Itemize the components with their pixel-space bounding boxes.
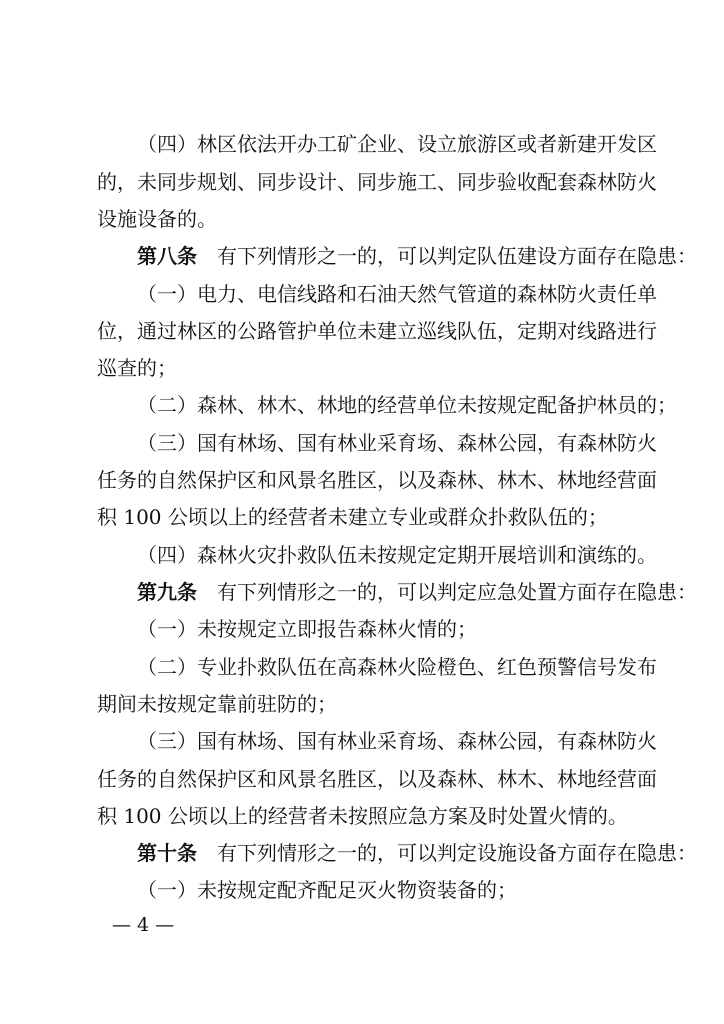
paragraph-line: 积 100 公顷以上的经营者未按照应急方案及时处置火情的。 bbox=[97, 804, 628, 828]
paragraph-line: （二）森林、林木、林地的经营单位未按规定配备护林员的； bbox=[137, 393, 677, 417]
paragraph-line: 的，未同步规划、同步设计、同步施工、同步验收配套森林防火 bbox=[97, 170, 657, 194]
article-9-text: 有下列情形之一的，可以判定应急处置方面存在隐患： bbox=[217, 580, 697, 604]
article-9-line bbox=[137, 574, 697, 610]
paragraph-line: （二）专业扑救队伍在高森林火险橙色、红色预警信号发布 bbox=[137, 655, 657, 679]
article-10-text: 有下列情形之一的，可以判定设施设备方面存在隐患： bbox=[217, 841, 697, 865]
article-8-line bbox=[137, 238, 697, 274]
paragraph-line: （一）未按规定配齐配足灭火物资装备的； bbox=[137, 878, 517, 902]
article-10-heading: 第十条 bbox=[137, 841, 197, 865]
paragraph-line: （四）森林火灾扑救队伍未按规定定期开展培训和演练的。 bbox=[137, 543, 657, 567]
article-8-heading: 第八条 bbox=[137, 244, 197, 268]
paragraph-line: 期间未按规定靠前驻防的； bbox=[97, 692, 337, 716]
paragraph-line: 设施设备的。 bbox=[97, 207, 217, 231]
paragraph-line: （三）国有林场、国有林业采育场、森林公园，有森林防火 bbox=[137, 431, 657, 455]
paragraph-line: （一）电力、电信线路和石油天然气管道的森林防火责任单 bbox=[137, 282, 657, 306]
paragraph-line: 任务的自然保护区和风景名胜区，以及森林、林木、林地经营面 bbox=[97, 468, 657, 492]
paragraph-line: （四）林区依法开办工矿企业、设立旅游区或者新建开发区 bbox=[137, 132, 657, 156]
paragraph-line: 任务的自然保护区和风景名胜区，以及森林、林木、林地经营面 bbox=[97, 767, 657, 791]
article-10-line bbox=[137, 835, 697, 871]
article-8-text: 有下列情形之一的，可以判定队伍建设方面存在隐患： bbox=[217, 244, 697, 268]
page-number: — 4 — bbox=[112, 914, 175, 936]
article-9-heading: 第九条 bbox=[137, 580, 197, 604]
paragraph-line: （一）未按规定立即报告森林火情的； bbox=[137, 617, 477, 641]
paragraph-line: 巡查的； bbox=[97, 356, 177, 380]
paragraph-line: （三）国有林场、国有林业采育场、森林公园，有森林防火 bbox=[137, 729, 657, 753]
paragraph-line: 积 100 公顷以上的经营者未建立专业或群众扑救队伍的； bbox=[97, 505, 608, 529]
paragraph-line: 位，通过林区的公路管护单位未建立巡线队伍，定期对线路进行 bbox=[97, 319, 657, 343]
